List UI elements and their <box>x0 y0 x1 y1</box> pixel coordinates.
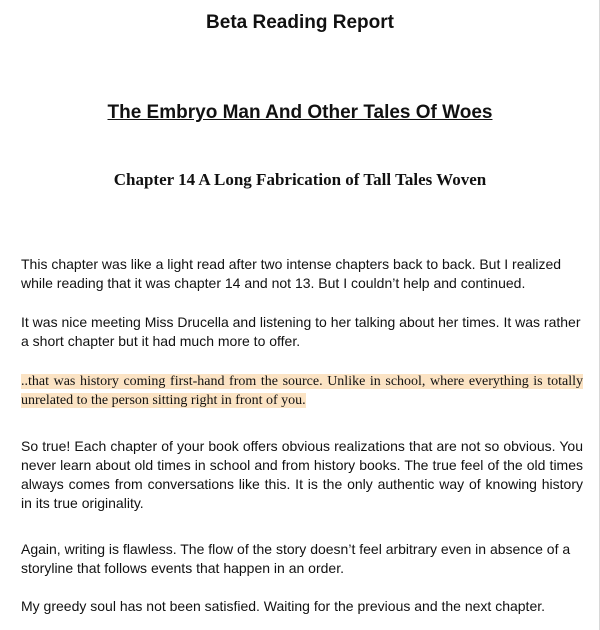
highlighted-quote <box>21 372 583 410</box>
paragraph-realizations: So true! Each chapter of your book offers obvious realizations that are not so obvious. You never learn about old times in school and from history books. The true feel of the old times always comes from conversations like this. It is the only authentic way of knowing history in its true originality. <box>21 438 583 511</box>
book-title: The Embryo Man And Other Tales Of Woes <box>107 102 493 123</box>
chapter-title: Chapter 14 A Long Fabrication of Tall Tales Woven <box>113 170 487 189</box>
paragraph-miss-drucella: It was nice meeting Miss Drucella and listening to her talking about her times. It was rather a short chapter but it had much more to offer. <box>21 314 581 349</box>
report-title: Beta Reading Report <box>206 12 394 33</box>
quote-highlight-text: ..that was history coming first-hand from the source. Unlike in school, where everything is totally unrelated to the person sitting right in front of you. <box>21 374 583 408</box>
paragraph-writing-flawless: Again, writing is flawless. The flow of the story doesn’t feel arbitrary even in absence of a storyline that follows events that happen in an order. <box>21 541 571 576</box>
paragraph-intro: This chapter was like a light read after two intense chapters back to back. But I realized while reading that it was chapter 14 and not 13. But I couldn’t help and continued. <box>21 256 562 291</box>
paragraph-closing: My greedy soul has not been satisfied. Waiting for the previous and the next chapter. <box>21 598 546 614</box>
